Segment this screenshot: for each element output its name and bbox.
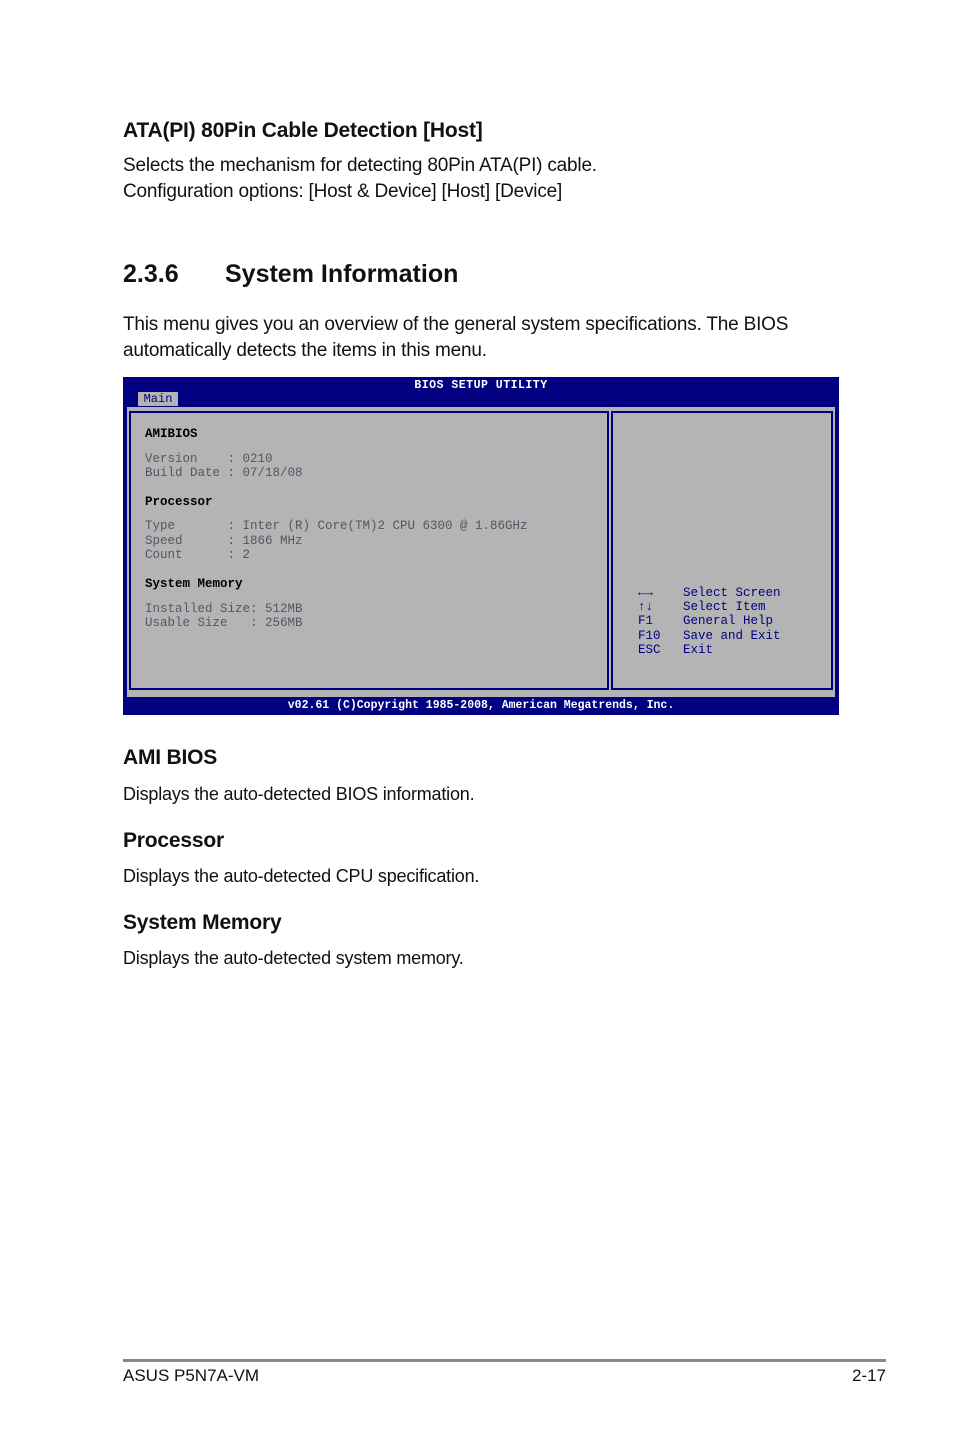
footer-divider: [123, 1359, 886, 1362]
footer-model: ASUS P5N7A-VM: [123, 1366, 260, 1385]
processor-desc: Displays the auto-detected CPU specification.: [123, 866, 480, 886]
left-right-arrow-icon: ←→: [638, 586, 654, 600]
bios-info-panel: [129, 411, 609, 690]
ata-options: Configuration options: [Host & Device] [Host] [Device]: [123, 181, 563, 202]
section-number: 2.3.6: [123, 260, 179, 288]
ata-cable-detection-title: ATA(PI) 80Pin Cable Detection [Host]: [123, 119, 483, 142]
section-heading: [123, 260, 458, 289]
key-row-exit: [638, 643, 713, 657]
bios-title: BIOS SETUP UTILITY: [414, 379, 548, 392]
key-name: ESC: [638, 643, 661, 657]
amibios-heading: AMIBIOS: [145, 427, 198, 441]
cpu-speed: Speed : 1866 MHz: [145, 534, 303, 548]
key-label: Select Item: [683, 600, 766, 614]
cpu-type: Type : Inter (R) Core(TM)2 CPU 6300 @ 1.86GHz: [145, 519, 528, 533]
key-name: F1: [638, 614, 654, 628]
key-row-select-item: [638, 600, 766, 614]
key-row-save-exit: [638, 629, 781, 643]
bios-build-date: Build Date : 07/18/08: [145, 466, 303, 480]
key-name: F10: [638, 629, 661, 643]
ami-bios-desc: Displays the auto-detected BIOS information.: [123, 784, 475, 804]
section-intro-line1: This menu gives you an overview of the general system specifications. The BIOS: [123, 314, 789, 335]
ata-description: Selects the mechanism for detecting 80Pin ATA(PI) cable.: [123, 155, 597, 176]
cpu-count: Count : 2: [145, 548, 251, 562]
processor-title: Processor: [123, 829, 224, 852]
page-number: 2-17: [851, 1366, 886, 1385]
bios-body: [127, 407, 835, 697]
memory-heading: System Memory: [145, 577, 243, 591]
key-row-select-screen: [638, 586, 781, 600]
usable-size: Usable Size : 256MB: [145, 616, 303, 630]
system-memory-desc: Displays the auto-detected system memory.: [123, 948, 464, 968]
installed-size: Installed Size: 512MB: [145, 602, 303, 616]
ami-bios-title: AMI BIOS: [123, 746, 218, 769]
tab-main[interactable]: Main: [138, 392, 178, 406]
key-label: Exit: [683, 643, 714, 657]
bios-screenshot: [123, 377, 839, 715]
key-label: Select Screen: [683, 586, 781, 600]
section-intro-line2: automatically detects the items in this menu.: [123, 340, 487, 361]
system-memory-title: System Memory: [123, 911, 282, 934]
bios-help-panel: [611, 411, 833, 690]
key-row-general-help: [638, 614, 773, 628]
up-down-arrow-icon: ↑↓: [638, 600, 654, 614]
processor-heading: Processor: [145, 495, 213, 509]
bios-copyright: v02.61 (C)Copyright 1985-2008, American Megatrends, Inc.: [287, 699, 675, 712]
bios-version: Version : 0210: [145, 452, 273, 466]
key-label: General Help: [683, 614, 774, 628]
key-label: Save and Exit: [683, 629, 781, 643]
section-title: System Information: [225, 260, 459, 288]
